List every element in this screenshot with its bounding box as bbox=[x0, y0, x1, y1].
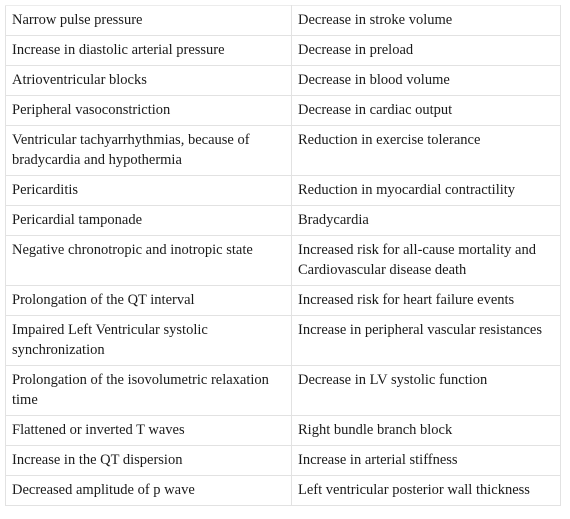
table-cell: Increased risk for all-cause mortality and Cardiovascular disease death bbox=[292, 236, 561, 286]
table-row bbox=[6, 316, 561, 366]
table-row bbox=[6, 206, 561, 236]
table-row bbox=[6, 236, 561, 286]
table-cell: Decreased amplitude of p wave bbox=[6, 476, 292, 506]
table-row bbox=[6, 126, 561, 176]
table-cell: Decrease in stroke volume bbox=[292, 6, 561, 36]
table-cell: Atrioventricular blocks bbox=[6, 66, 292, 96]
table-cell: Increase in diastolic arterial pressure bbox=[6, 36, 292, 66]
table-cell: Increase in the QT dispersion bbox=[6, 446, 292, 476]
table-cell: Right bundle branch block bbox=[292, 416, 561, 446]
table-cell: Increased risk for heart failure events bbox=[292, 286, 561, 316]
table-cell: Decrease in cardiac output bbox=[292, 96, 561, 126]
table-row bbox=[6, 66, 561, 96]
table-cell: Decrease in preload bbox=[292, 36, 561, 66]
table-cell: Reduction in myocardial contractility bbox=[292, 176, 561, 206]
table-row bbox=[6, 446, 561, 476]
table-row bbox=[6, 366, 561, 416]
table-container bbox=[5, 5, 560, 506]
table-cell: Impaired Left Ventricular systolic synchronization bbox=[6, 316, 292, 366]
table-cell: Decrease in blood volume bbox=[292, 66, 561, 96]
table-cell: Pericardial tamponade bbox=[6, 206, 292, 236]
table-cell: Peripheral vasoconstriction bbox=[6, 96, 292, 126]
table-cell: Narrow pulse pressure bbox=[6, 6, 292, 36]
table-cell: Reduction in exercise tolerance bbox=[292, 126, 561, 176]
table-cell: Increase in arterial stiffness bbox=[292, 446, 561, 476]
table-cell: Negative chronotropic and inotropic state bbox=[6, 236, 292, 286]
table-row bbox=[6, 476, 561, 506]
table-row bbox=[6, 36, 561, 66]
table-row bbox=[6, 176, 561, 206]
table-cell: Prolongation of the isovolumetric relaxation time bbox=[6, 366, 292, 416]
table-cell: Left ventricular posterior wall thickness bbox=[292, 476, 561, 506]
table-row bbox=[6, 286, 561, 316]
table-cell: Decrease in LV systolic function bbox=[292, 366, 561, 416]
table-cell: Bradycardia bbox=[292, 206, 561, 236]
table-cell: Pericarditis bbox=[6, 176, 292, 206]
table-row bbox=[6, 96, 561, 126]
table-row bbox=[6, 416, 561, 446]
table-cell: Flattened or inverted T waves bbox=[6, 416, 292, 446]
table-cell: Increase in peripheral vascular resistances bbox=[292, 316, 561, 366]
findings-table bbox=[5, 5, 561, 506]
table-row bbox=[6, 6, 561, 36]
table-cell: Ventricular tachyarrhythmias, because of bradycardia and hypothermia bbox=[6, 126, 292, 176]
table-cell: Prolongation of the QT interval bbox=[6, 286, 292, 316]
